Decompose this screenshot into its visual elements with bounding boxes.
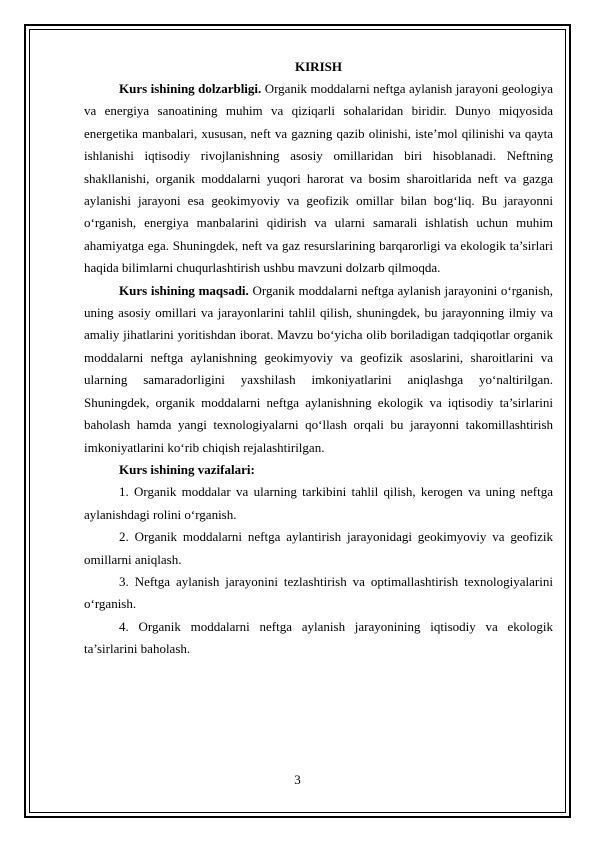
task-item-3: 3. Neftga aylanish jarayonini tezlashtirish va optimallashtirish texnologiyalarini o‘rganish. xyxy=(84,573,553,612)
task-item-4: 4. Organik moddalarni neftga aylanish jarayonining iqtisodiy va ekologik ta’sirlarini baholash. xyxy=(84,618,553,657)
relevance-text: Organik moddalarni neftga aylanish jarayoni geologiya va energiya sanoatining muhim va qiziqarli sohalaridan biridir. Dunyo miqyosida energetika manbalari, xususan, neft va gazning qazib olinishi, iste’mol qilinishi va qayta ishlanishi iqtisodiy rivojlanishning asosiy omillaridan biri hisoblanadi. Neftning shakllanishi, organik moddalarni yuqori harorat va bosim sharoitlarida neft va gazga aylanishi jarayoni esa geokimyoviy va geofizik omillar bilan bog‘liq. Bu jarayonni o‘rganish, energiya manbalarini qidirish va ularni samarali ishlatish uchun muhim ahamiyatga ega. Shuningdek, neft va gaz resurslarining barqarorligi va ekologik ta’sirlari haqida bilimlarni chuqurlashtirish ushbu mavzuni dolzarb qilmoqda. xyxy=(84,81,553,276)
goal-paragraph xyxy=(84,280,553,459)
tasks-heading: Kurs ishining vazifalari: xyxy=(119,461,255,477)
section-title: KIRISH xyxy=(295,59,342,74)
task-item-2: 2. Organik moddalarni neftga aylantirish jarayonidagi geokimyoviy va geofizik omillarni aniqlash. xyxy=(84,529,553,567)
goal-heading: Kurs ishining maqsadi. xyxy=(119,282,249,298)
goal-text: Organik moddalarni neftga aylanish jarayonini o‘rganish, uning asosiy omillari va jarayonlarini tahlil qilish, shuningdek, bu jarayonning ilmiy va amaliy jihatlarini yoritishdan iborat. Mavzu bo‘yicha olib boriladigan tadqiqotlar organik moddalarni neftga aylanishning geokimyoviy va geofizik asoslarini, sharoitlarini va ularning samaradorligini yaxshilash imkoniyatlarini aniqlashga yo‘naltirilgan. Shuningdek, organik moddalarni neftga aylanishning ekologik va iqtisodiy ta’sirlarini baholash hamda yangi texnologiyalarni qo‘llash orqali bu jarayonni takomillashtirish imkoniyatlarini ko‘rib chiqish rejalashtirilgan. xyxy=(84,282,553,455)
relevance-heading: Kurs ishining dolzarbligi. xyxy=(119,81,262,96)
relevance-paragraph xyxy=(84,78,553,280)
page-number: 3 xyxy=(294,772,301,787)
document-body xyxy=(84,56,553,661)
task-item-1: 1. Organik moddalar va ularning tarkibini tahlil qilish, kerogen va uning neftga aylanishdagi rolini o‘rganish. xyxy=(84,484,553,522)
